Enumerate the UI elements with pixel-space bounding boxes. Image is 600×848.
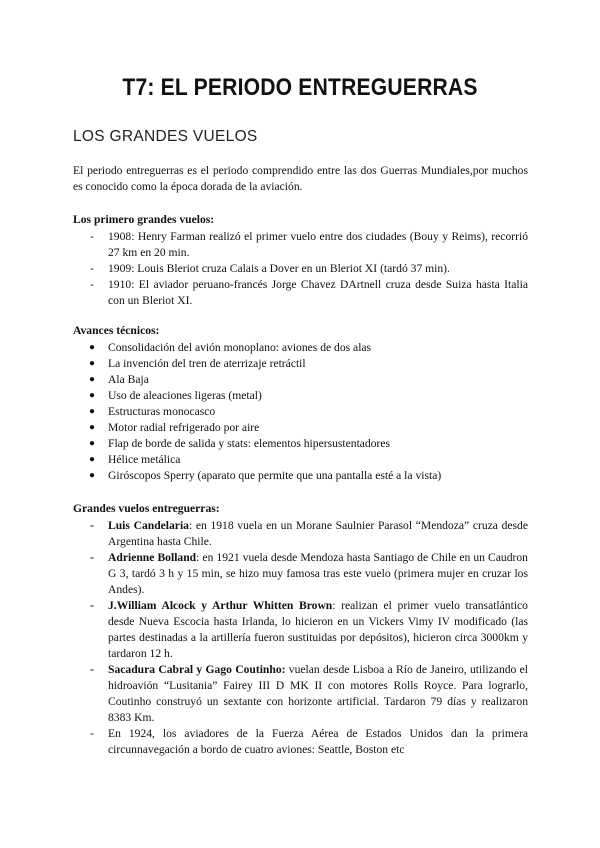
dash-marker: -	[90, 551, 94, 564]
list-item	[73, 436, 528, 452]
list-item-text: Consolidación del avión monoplano: aviones de dos alas	[108, 341, 372, 354]
aviator-name: Luis Candelaria	[108, 519, 189, 532]
list-item-text: Estructuras monocasco	[108, 405, 216, 418]
dash-marker: -	[90, 278, 94, 291]
bullet-icon: ●	[89, 470, 96, 481]
dash-marker: -	[90, 663, 94, 676]
list-item	[73, 340, 528, 356]
bullet-icon: ●	[89, 358, 96, 369]
bullet-icon: ●	[89, 374, 96, 385]
list-item	[73, 598, 528, 662]
list-item-text: Motor radial refrigerado por aire	[108, 421, 260, 434]
primeros-list	[73, 229, 528, 309]
list-item	[73, 468, 528, 484]
list-item-text: Flap de borde de salida y stats: elementos hipersustentadores	[108, 437, 391, 450]
list-item-text: 1909: Louis Bleriot cruza Calais a Dover en un Bleriot XI (tardó 37 min).	[108, 262, 450, 275]
bullet-icon: ●	[89, 406, 96, 417]
bullet-icon: ●	[89, 422, 96, 433]
list-item-text: La invención del tren de aterrizaje retráctil	[108, 357, 306, 370]
list-item	[73, 277, 528, 309]
bullet-icon: ●	[89, 454, 96, 465]
grandes-list	[73, 518, 528, 758]
dash-marker: -	[90, 230, 94, 243]
list-item	[73, 726, 528, 758]
list-item-text: En 1924, los aviadores de la Fuerza Aérea de Estados Unidos dan la primera circunnavegación a bordo de cuatro aviones: Seattle, Boston etc	[108, 727, 528, 756]
list-item-text: Giróscopos Sperry (aparato que permite que una pantalla esté a la vista)	[108, 469, 442, 482]
list-item	[73, 388, 528, 404]
list-item-text: : realizan el primer vuelo transatlántico desde Nueva Escocia hasta Irlanda, lo hicieron en un Vickers Vimy IV modificado (las partes destinadas a la artillería fueron sustituidas por depósitos), hicieron circa 3000km y tardaron 12 h.	[108, 599, 528, 660]
list-item-text: Hélice metálica	[108, 453, 181, 466]
section-heading: LOS GRANDES VUELOS	[73, 128, 258, 145]
dash-marker: -	[90, 599, 94, 612]
grandes-heading: Grandes vuelos entreguerras:	[73, 502, 220, 515]
bullet-icon: ●	[89, 342, 96, 353]
list-item	[73, 452, 528, 468]
avances-heading: Avances técnicos:	[73, 324, 160, 337]
aviator-name: Adrienne Bolland	[108, 551, 197, 564]
list-item	[73, 420, 528, 436]
list-item	[73, 550, 528, 598]
primeros-heading: Los primero grandes vuelos:	[73, 213, 215, 226]
list-item	[73, 518, 528, 550]
page-title: T7: EL PERIODO ENTREGUERRAS	[122, 74, 478, 101]
aviator-name: Sacadura Cabral y Gago Coutinho:	[108, 663, 286, 676]
list-item-text: Ala Baja	[108, 373, 149, 386]
list-item-text: 1908: Henry Farman realizó el primer vuelo entre dos ciudades (Bouy y Reims), recorrió 27 km en 20 min.	[108, 230, 528, 259]
list-item	[73, 372, 528, 388]
list-item-text: Uso de aleaciones ligeras (metal)	[108, 389, 262, 402]
list-item-text: 1910: El aviador peruano-francés Jorge Chavez DArtnell cruza desde Suiza hasta Italia con un Bleriot XI.	[108, 278, 528, 307]
list-item-text: : en 1921 vuela desde Mendoza hasta Santiago de Chile en un Caudron G 3, tardó 3 h y 15 min, se hizo muy famosa tras este vuelo (primera mujer en cruzar los Andes).	[108, 551, 528, 596]
avances-list	[73, 340, 528, 484]
list-item-text: : en 1918 vuela en un Morane Saulnier Parasol “Mendoza” cruza desde Argentina hasta Chile.	[108, 519, 528, 548]
dash-marker: -	[90, 262, 94, 275]
dash-marker: -	[90, 519, 94, 532]
list-item	[73, 229, 528, 261]
list-item	[73, 356, 528, 372]
list-item	[73, 261, 528, 277]
intro-paragraph: El periodo entreguerras es el periodo comprendido entre las dos Guerras Mundiales,por muchos es conocido como la época dorada de la aviación.	[73, 164, 528, 193]
list-item	[73, 662, 528, 726]
list-item-text: vuelan desde Lisboa a Río de Janeiro, utilizando el hidroavión “Lusitania” Fairey III D MK II con motores Rolls Royce. Para lograrlo, Coutinho construyó un sextante con horizonte artificial. Tardaron 79 días y realizaron 8383 Km.	[108, 663, 529, 724]
dash-marker: -	[90, 727, 94, 740]
bullet-icon: ●	[89, 438, 96, 449]
aviator-name: J.William Alcock y Arthur Whitten Brown	[108, 599, 333, 612]
bullet-icon: ●	[89, 390, 96, 401]
list-item	[73, 404, 528, 420]
